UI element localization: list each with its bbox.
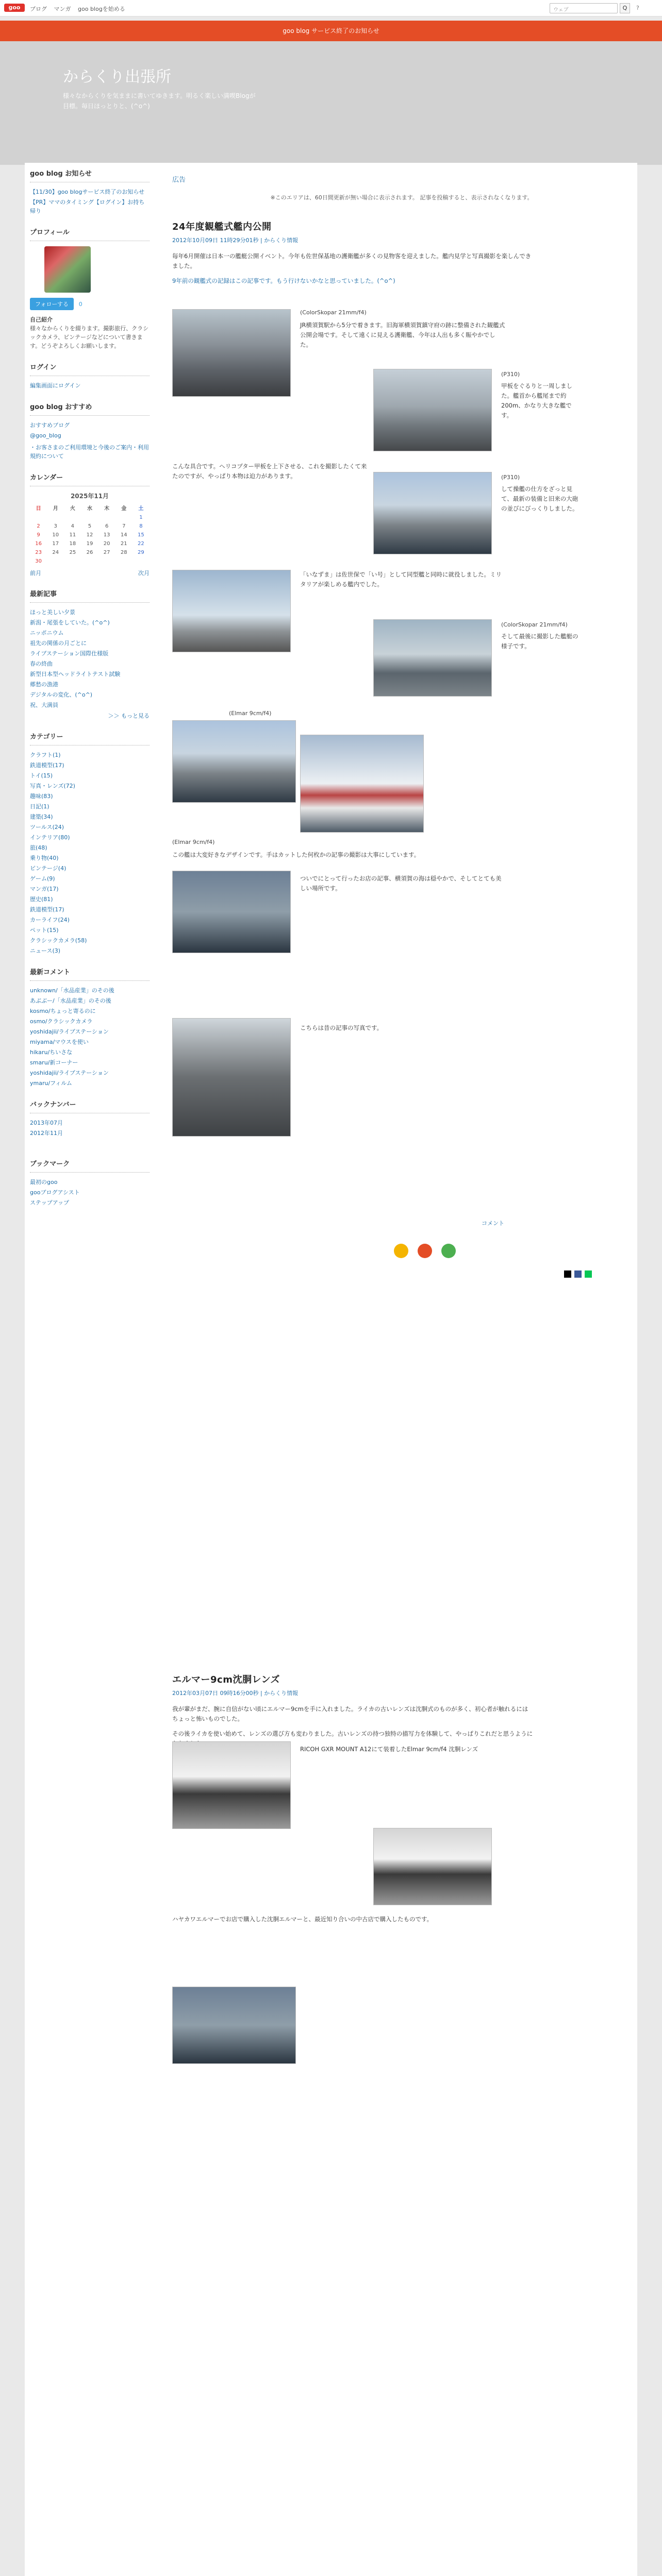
article-photo[interactable] — [172, 1741, 291, 1829]
backnumber-item[interactable]: 2012年11月 — [30, 1130, 63, 1137]
login-link[interactable]: 編集画面にログイン — [30, 382, 81, 389]
comment-item[interactable]: smaru/新コーナー — [30, 1059, 78, 1066]
category-item[interactable]: ツールス(24) — [30, 824, 64, 831]
calendar-day — [115, 557, 133, 566]
calendar-weekday: 月 — [53, 506, 58, 512]
twitter-link[interactable]: @goo_blog — [30, 432, 61, 439]
category-item[interactable]: 趣味(83) — [30, 793, 53, 800]
x-share-icon[interactable] — [564, 1270, 571, 1278]
comment-item[interactable]: yoshidajii/ライブステーション — [30, 1028, 109, 1035]
article-paragraph: 甲板をぐるりと一周しました。艦首から艦尾まで約200m、かなり大きな艦です。 — [501, 382, 572, 419]
article-paragraph: JR横須賀駅から5分で着きます。旧海軍横須賀鎮守府の跡に整備された観艦式公開会場です。そして遠くに見える護衛艦、今年は人出も多く賑やかでした。 — [300, 321, 505, 348]
calendar-day[interactable]: 11 — [69, 532, 76, 538]
share-buttons — [394, 1244, 456, 1258]
blog-title[interactable]: からくり出張所 — [63, 68, 171, 86]
article-paragraph: 我が輩がまだ、腕に自信がない頃にエルマー9cmを手に入れました。ライカの古いレンズは沈胴式のものが多く、初心者が触れるにはちょっと怖いものでした。 — [172, 1705, 528, 1722]
comment-link[interactable]: コメント — [482, 1220, 504, 1227]
sidebar-heading: goo blog おすすめ — [30, 401, 150, 416]
article-photo[interactable] — [172, 570, 291, 652]
sidebar-news — [30, 168, 150, 215]
comment-item[interactable]: あぶぶー/「水品産業」のその後 — [30, 997, 111, 1004]
calendar-table — [30, 502, 150, 566]
category-item[interactable]: クラシックカメラ(58) — [30, 937, 87, 944]
calendar-day[interactable]: 2 — [37, 523, 40, 529]
calendar-day[interactable]: 7 — [122, 523, 126, 529]
calendar-day[interactable]: 15 — [138, 532, 144, 538]
page-body — [25, 163, 637, 2576]
category-item[interactable]: ビンテージ(4) — [30, 865, 67, 872]
category-item[interactable]: 歴史(81) — [30, 896, 53, 903]
calendar-day[interactable]: 1 — [139, 515, 143, 520]
sidebar-recommend — [30, 401, 150, 461]
article-paragraph: こちらは昔の記事の写真です。 — [300, 1024, 383, 1031]
article-paragraph: その後ライカを使い始めて、レンズの選び方も変わりました。古いレンズの持つ独特の描写力を体験して、やっぱりこれだと思うように — [172, 1730, 533, 1737]
category-item[interactable]: 乗り物(40) — [30, 855, 59, 861]
follower-count: 0 — [78, 301, 82, 308]
calendar-day[interactable]: 30 — [35, 558, 42, 564]
article-photo[interactable] — [373, 1828, 492, 1905]
search-input[interactable]: ウェブ — [550, 3, 618, 13]
category-item[interactable]: 旅(48) — [30, 844, 47, 851]
article-date[interactable]: 2012年10月09日 11時29分01秒 | からくり情報 — [172, 237, 299, 244]
sidebar-bookmark — [30, 1158, 150, 1207]
article-paragraph: こんな具合です。ヘリコプター甲板を上下させる、これを撮影したくて来たのですが、やっぱり本物は迫力があります。 — [172, 463, 367, 480]
calendar-day — [98, 513, 115, 522]
recent-item[interactable]: ほっと美しい夕景 — [30, 609, 75, 616]
help-icon[interactable]: ? — [636, 5, 639, 11]
sidebar-recent — [30, 588, 150, 720]
calendar-day — [115, 513, 133, 522]
calendar-day[interactable]: 24 — [52, 550, 59, 555]
calendar-day — [81, 513, 98, 522]
calendar-day[interactable]: 20 — [103, 541, 110, 547]
inactivity-notice: ※このエリアは、60日間更新が無い場合に表示されます。 記事を投稿すると、表示されなくなります。 — [270, 194, 533, 201]
sidebar-heading: ブックマーク — [30, 1158, 150, 1173]
profile-name: 自己紹介 — [30, 316, 53, 323]
sidebar-heading: カテゴリー — [30, 731, 150, 745]
article-photo[interactable] — [373, 369, 492, 451]
article-photo[interactable] — [172, 871, 291, 953]
calendar-day[interactable]: 28 — [120, 550, 127, 555]
sidebar-comments — [30, 967, 150, 1088]
article-paragraph: 「いなずま」は佐世保で「い号」として同型艦と同時に就役しました。ミリタリアが楽しめる艦内でした。 — [300, 571, 502, 588]
calendar-day[interactable]: 3 — [54, 523, 57, 529]
sidebar-backnumber — [30, 1099, 150, 1138]
calendar-day[interactable]: 9 — [37, 532, 40, 538]
category-item[interactable]: 建築(34) — [30, 814, 53, 820]
photo-caption: (P310) — [501, 474, 520, 481]
article-photo[interactable] — [172, 1018, 291, 1137]
sidebar-calendar — [30, 472, 150, 577]
calendar-day[interactable]: 14 — [120, 532, 127, 538]
backnumber-item[interactable]: 2013年07月 — [30, 1120, 63, 1126]
calendar-day[interactable]: 27 — [103, 550, 110, 555]
line-share-icon[interactable] — [585, 1270, 592, 1278]
calendar-weekday: 日 — [36, 506, 41, 512]
calendar-day[interactable]: 16 — [35, 541, 42, 547]
article-paragraph: RICOH GXR MOUNT A12にて装着したElmar 9cm/f4 沈胴レンズ — [300, 1745, 478, 1753]
recommend-item[interactable]: おすすめブログ — [30, 422, 70, 429]
sidebar-profile — [30, 227, 150, 350]
category-list — [30, 751, 150, 955]
category-item[interactable]: カーライフ(24) — [30, 917, 70, 923]
article-date[interactable]: 2012年03月07日 09時16分00秒 | からくり情報 — [172, 1690, 299, 1697]
category-item[interactable]: ニュース(3) — [30, 947, 61, 954]
comment-item[interactable]: unknown/「水品産業」のその後 — [30, 987, 114, 994]
calendar-weekday: 火 — [70, 506, 75, 512]
profile-text: 様々なからくりを綴ります。撮影旅行、クラシックカメラ、ビンテージなどについて書きます。どうぞよろしくお願いします。 — [30, 325, 149, 349]
follow-button[interactable]: フォローする — [30, 298, 74, 310]
article-photo[interactable] — [172, 720, 296, 803]
calendar-day[interactable]: 4 — [71, 523, 75, 529]
article-photo[interactable] — [172, 309, 291, 397]
comment-item[interactable]: yoshidajii/ライブステーション — [30, 1070, 109, 1076]
article-title[interactable]: エルマー9cm沈胴レンズ — [172, 1674, 280, 1685]
category-item[interactable]: 写真・レンズ(72) — [30, 783, 75, 789]
recent-item[interactable]: ニッポニウム — [30, 630, 64, 636]
calendar-day[interactable]: 6 — [105, 523, 109, 529]
recent-item[interactable]: 新型日本型ヘッドライトテスト試験 — [30, 671, 121, 677]
calendar-next-link[interactable]: 次月 — [138, 570, 150, 577]
calendar-day — [81, 557, 98, 566]
sidebar-heading: カレンダー — [30, 472, 150, 486]
calendar-day — [64, 557, 81, 566]
bookmark-item[interactable]: gooブログアシスト — [30, 1189, 80, 1196]
recent-item[interactable]: 郷愁の漁港 — [30, 681, 58, 688]
recommend-text[interactable]: ・お客さまのご利用環境と今後のご案内・利用規約について — [30, 444, 149, 460]
reaction-icon[interactable] — [418, 1244, 432, 1258]
bookmark-item[interactable]: 最初のgoo — [30, 1179, 58, 1185]
photo-caption: (Elmar 9cm/f4) — [229, 710, 272, 717]
calendar-day — [133, 557, 150, 566]
calendar-day[interactable]: 21 — [120, 541, 127, 547]
category-item[interactable]: トイ(15) — [30, 772, 53, 779]
top-bar — [0, 0, 662, 16]
comment-list — [30, 986, 150, 1088]
article-title[interactable]: 24年度観艦式艦内公開 — [172, 222, 272, 232]
nav-start-link[interactable]: goo blogを始める — [78, 6, 125, 12]
sidebar-heading: バックナンバー — [30, 1099, 150, 1113]
recent-item[interactable]: デジタルの変化、(^o^) — [30, 691, 93, 698]
article-photo[interactable] — [300, 735, 424, 833]
calendar-title: 2025年11月 — [70, 493, 109, 500]
sns-share — [564, 1270, 592, 1278]
calendar-day[interactable]: 19 — [86, 541, 93, 547]
article-paragraph: そして最後に撮影した艦艇の様子です。 — [501, 633, 578, 650]
calendar-day[interactable]: 13 — [103, 532, 110, 538]
photo-caption: (Elmar 9cm/f4) — [172, 839, 215, 845]
service-end-notice[interactable]: goo blog サービス終了のお知らせ — [0, 21, 662, 41]
photo-caption: (ColorSkopar 21mm/f4) — [300, 309, 367, 316]
category-item[interactable]: クラフト(1) — [30, 752, 61, 758]
article-photo[interactable] — [373, 472, 492, 554]
calendar-day[interactable]: 17 — [52, 541, 59, 547]
article-paragraph: この艦は大変好きなデザインです。手はカットした何枚かの記事の撮影は大事にしています。 — [172, 851, 420, 858]
calendar-day[interactable]: 29 — [138, 550, 144, 555]
bookmark-item[interactable]: ステップアップ — [30, 1199, 70, 1206]
sidebar-login — [30, 362, 150, 390]
calendar-nav — [30, 569, 150, 577]
calendar-day — [47, 557, 64, 566]
recent-list — [30, 608, 150, 709]
sidebar-heading: 最新記事 — [30, 588, 150, 603]
sidebar-heading: goo blog お知らせ — [30, 168, 150, 182]
category-item[interactable]: ペット(15) — [30, 927, 59, 934]
blog-header — [0, 41, 662, 165]
calendar-day[interactable]: 5 — [88, 523, 92, 529]
recent-item[interactable]: ライブステーション国際仕様版 — [30, 650, 109, 657]
calendar-day — [64, 513, 81, 522]
nav-manga-link[interactable]: マンガ — [54, 6, 71, 12]
article-paragraph: 毎年6月開催は日本一の艦艇公開イベント。今年も佐世保基地の護衛艦が多くの見物客を迎えました。艦内見学と写真撮影を楽しんできました。 — [172, 252, 532, 269]
search-button[interactable] — [620, 3, 630, 13]
category-item[interactable]: 鉄道模型(17) — [30, 906, 64, 913]
comment-item[interactable]: osmo/クラシックカメラ — [30, 1018, 93, 1025]
category-item[interactable]: 日記(1) — [30, 803, 49, 810]
calendar-day[interactable]: 23 — [35, 550, 42, 555]
blog-description: 様々なからくりを気ままに書いてゆきます。明るく楽しい満喫Blogが目標。毎日ほっとりと、(^o^) — [63, 92, 256, 110]
article-paragraph: ついでにとって行ったお店の記事、横須賀の海は穏やかで、そしてとても美しい場所です。 — [300, 875, 502, 892]
category-item[interactable]: インテリア(80) — [30, 834, 70, 841]
article-paragraph: ハヤカワエルマーでお店で購入した沈胴エルマーと、最近知り合いの中古店で購入したものです。 — [172, 1916, 433, 1923]
calendar-weekday: 木 — [104, 506, 110, 512]
calendar-day — [98, 557, 115, 566]
comment-item[interactable]: ymaru/フィルム — [30, 1080, 72, 1087]
comment-item[interactable]: miyama/マウスを使い — [30, 1039, 89, 1045]
photo-caption: (ColorSkopar 21mm/f4) — [501, 621, 568, 628]
sidebar-heading: プロフィール — [30, 227, 150, 241]
search-icon: Q — [622, 5, 627, 11]
top-nav — [30, 5, 130, 13]
article-note[interactable]: 9年前の観艦式の記録はこの記事です。もう行けないかなと思っていました。(^o^) — [172, 277, 395, 284]
article-photo[interactable] — [172, 1987, 296, 2064]
reaction-icon[interactable] — [441, 1244, 456, 1258]
calendar-weekday: 金 — [121, 506, 127, 512]
comment-item[interactable]: kosmo/ちょっと寄るのに — [30, 1008, 96, 1014]
calendar-day[interactable]: 22 — [138, 541, 144, 547]
photo-caption: (P310) — [501, 371, 520, 378]
calendar-weekday: 水 — [87, 506, 92, 512]
calendar-day — [47, 513, 64, 522]
article — [172, 219, 533, 291]
calendar-prev-link[interactable]: 前月 — [30, 570, 41, 577]
nav-blog-link[interactable]: ブログ — [30, 6, 47, 12]
goo-logo[interactable]: goo — [4, 4, 25, 12]
article-photo[interactable] — [373, 619, 492, 697]
category-item[interactable]: マンガ(17) — [30, 886, 59, 892]
calendar-day[interactable]: 26 — [86, 550, 93, 555]
calendar-day — [30, 513, 47, 522]
reaction-icon[interactable] — [394, 1244, 408, 1258]
calendar-day[interactable]: 18 — [69, 541, 76, 547]
sidebar-heading: ログイン — [30, 362, 150, 376]
sidebar-categories — [30, 731, 150, 955]
facebook-share-icon[interactable] — [574, 1270, 582, 1278]
recent-more-link[interactable]: ＞＞ もっと見る — [108, 713, 150, 719]
recent-item[interactable]: 祖先の関係の月ごとに — [30, 640, 87, 647]
news-item[interactable]: 【11/30】goo blogサービス終了のお知らせ — [30, 189, 145, 195]
calendar-weekday: 土 — [138, 506, 144, 512]
avatar[interactable] — [44, 246, 91, 293]
ad-label[interactable]: 広告 — [172, 176, 186, 184]
calendar-day[interactable]: 8 — [139, 523, 143, 529]
calendar-day[interactable]: 12 — [86, 532, 93, 538]
recent-item[interactable]: 祝、大満員 — [30, 702, 58, 708]
recent-item[interactable]: 新潟・尾張をしていた。(^o^) — [30, 619, 110, 626]
calendar-day[interactable]: 25 — [69, 550, 76, 555]
category-item[interactable]: 鉄道模型(17) — [30, 762, 64, 769]
calendar-day[interactable]: 10 — [52, 532, 59, 538]
article-paragraph: して操艦の仕方をざっと見て、最新の装備と旧来の大砲の並びにびっくりしました。 — [501, 485, 578, 512]
comment-item[interactable]: hikaru/ちいさな — [30, 1049, 73, 1056]
sidebar-heading: 最新コメント — [30, 967, 150, 981]
news-item[interactable]: 【PR】ママのタイミング【ログイン】お持ち帰り — [30, 199, 145, 214]
main-content — [172, 163, 631, 2576]
recent-item[interactable]: 春の終曲 — [30, 660, 53, 667]
sidebar — [30, 163, 150, 2576]
category-item[interactable]: ゲーム(9) — [30, 875, 55, 882]
